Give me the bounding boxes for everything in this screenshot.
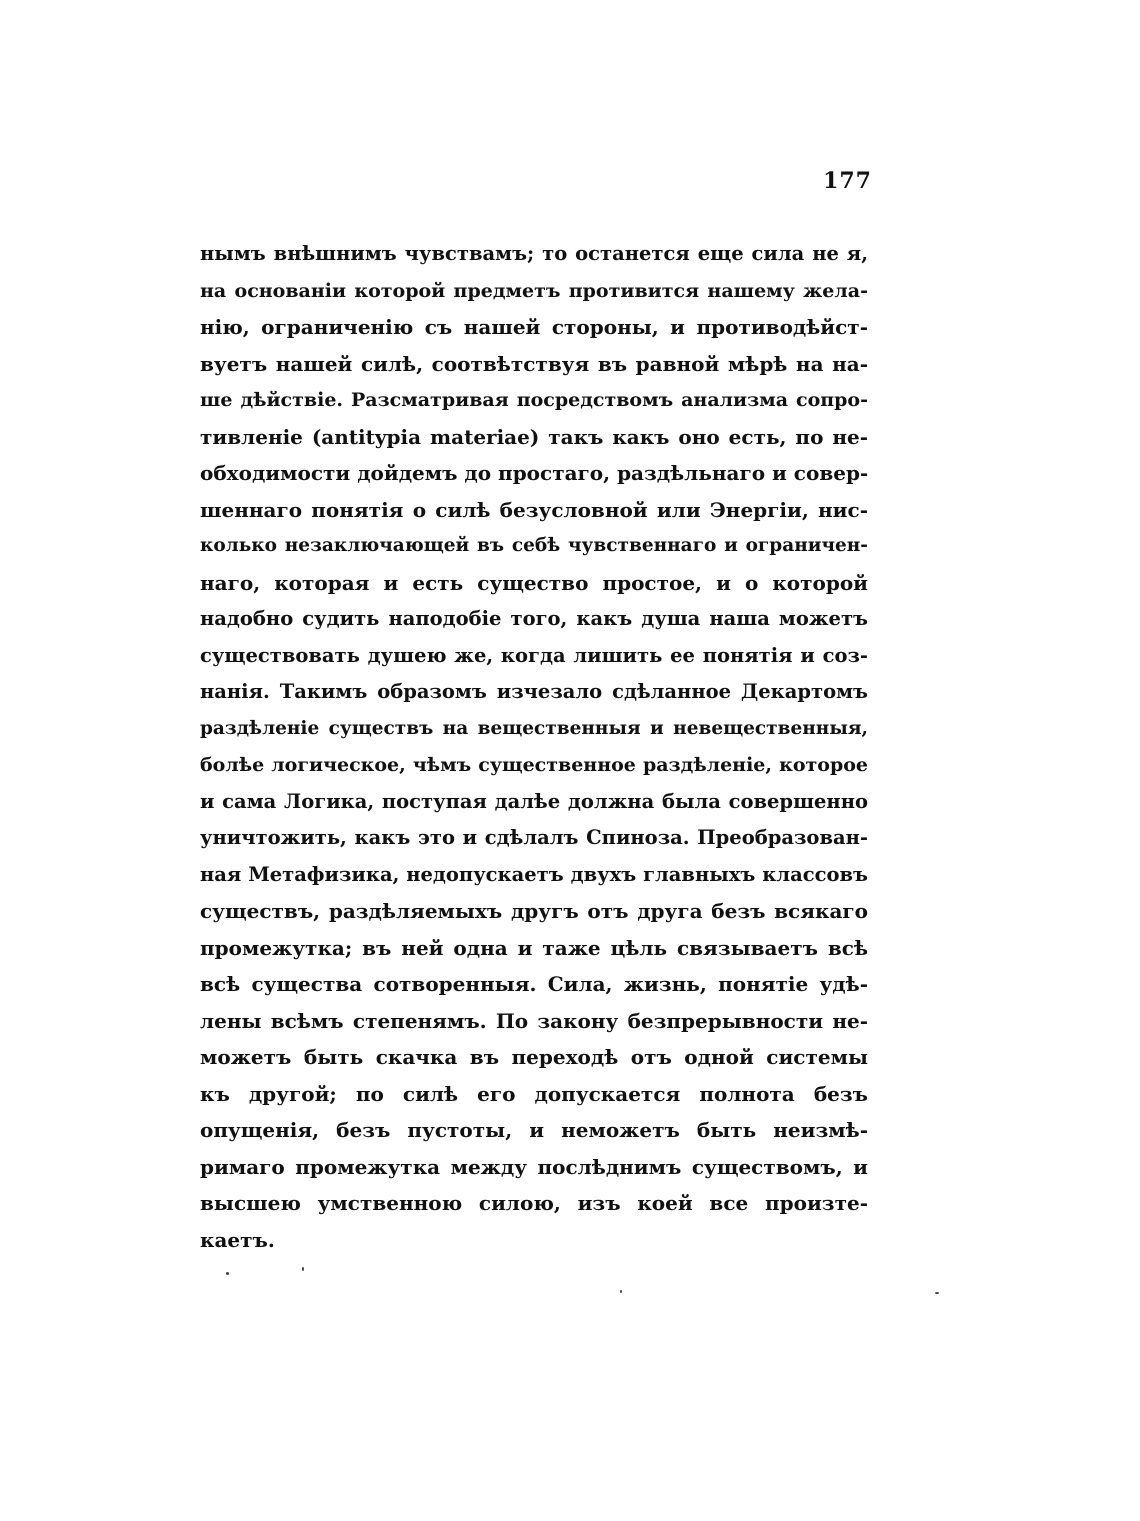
text-line: и сама Логика, поступая далѣе должна была совершенно	[200, 789, 868, 813]
text-line: римаго промежутка между послѣднимъ существомъ, и	[200, 1154, 868, 1179]
text-line: болѣе логическое, чѣмъ существенное раздѣленіе, которое	[200, 754, 868, 776]
text-line: промежутка; въ ней одна и таже цѣль связываетъ всѣ	[200, 935, 868, 960]
scan-speck	[226, 1272, 229, 1275]
text-line: ше дѣйствіе. Разсматривая посредствомъ анализма сопро-	[200, 389, 868, 411]
text-line: нію, ограниченію съ нашей стороны, и противодѣйст-	[200, 315, 868, 339]
text-line: тивленіе (antitypia materiae) такъ какъ оно есть, по не-	[200, 424, 868, 449]
text-line: обходимости дойдемъ до простаго, раздѣльнаго и совер-	[200, 461, 868, 485]
text-line: надобно судить наподобіе того, какъ душа наша можетъ	[200, 607, 868, 630]
scan-speck	[620, 1290, 622, 1293]
text-line: колько незаключающей въ себѣ чувственнаго и ограничен-	[200, 535, 868, 556]
page-number: 177	[823, 168, 872, 194]
text-line: существовать душею же, когда лишить ее понятія и соз-	[200, 643, 868, 667]
text-line: всѣ существа сотворенныя. Сила, жизнь, понятіе удѣ-	[200, 972, 868, 996]
text-line: высшею умственною силою, изъ коей все произте-	[200, 1191, 868, 1215]
text-line: опущенія, безъ пустоты, и неможетъ быть неизмѣ-	[200, 1118, 868, 1142]
text-line: раздѣленіе существъ на вещественныя и невещественныя,	[200, 717, 868, 739]
text-line: наго, которая и есть существо простое, и о которой	[200, 570, 868, 595]
text-line: ная Метафизика, недопускаетъ двухъ главныхъ классовъ	[200, 862, 868, 886]
body-text	[200, 236, 868, 1258]
text-line: нымъ внѣшнимъ чувствамъ; то останется еще сила не я,	[200, 242, 868, 265]
text-line: лены всѣмъ степенямъ. По закону безпрерывности не-	[200, 1008, 868, 1033]
scan-speck	[935, 1292, 939, 1294]
text-line: нанія. Такимъ образомъ изчезало сдѣланное Декартомъ	[200, 680, 868, 703]
text-line: вуетъ нашей силѣ, соотвѣтствуя въ равной мѣрѣ на на-	[200, 351, 868, 376]
text-line-final: каетъ.	[200, 1227, 275, 1252]
text-line: можетъ быть скачка въ переходѣ отъ одной системы	[200, 1045, 868, 1069]
text-line: на основаніи которой предметъ противится нашему жела-	[200, 279, 868, 302]
text-line: существъ, раздѣляемыхъ другъ отъ друга безъ всякаго	[200, 899, 868, 923]
text-line: къ другой; по силѣ его допускается полнота безъ	[200, 1081, 868, 1106]
text-line: уничтожить, какъ это и сдѣлалъ Спиноза. Преобразован-	[200, 826, 868, 849]
scan-speck	[302, 1267, 304, 1271]
text-line: шеннаго понятія о силѣ безусловной или Энергіи, нис-	[200, 497, 868, 522]
